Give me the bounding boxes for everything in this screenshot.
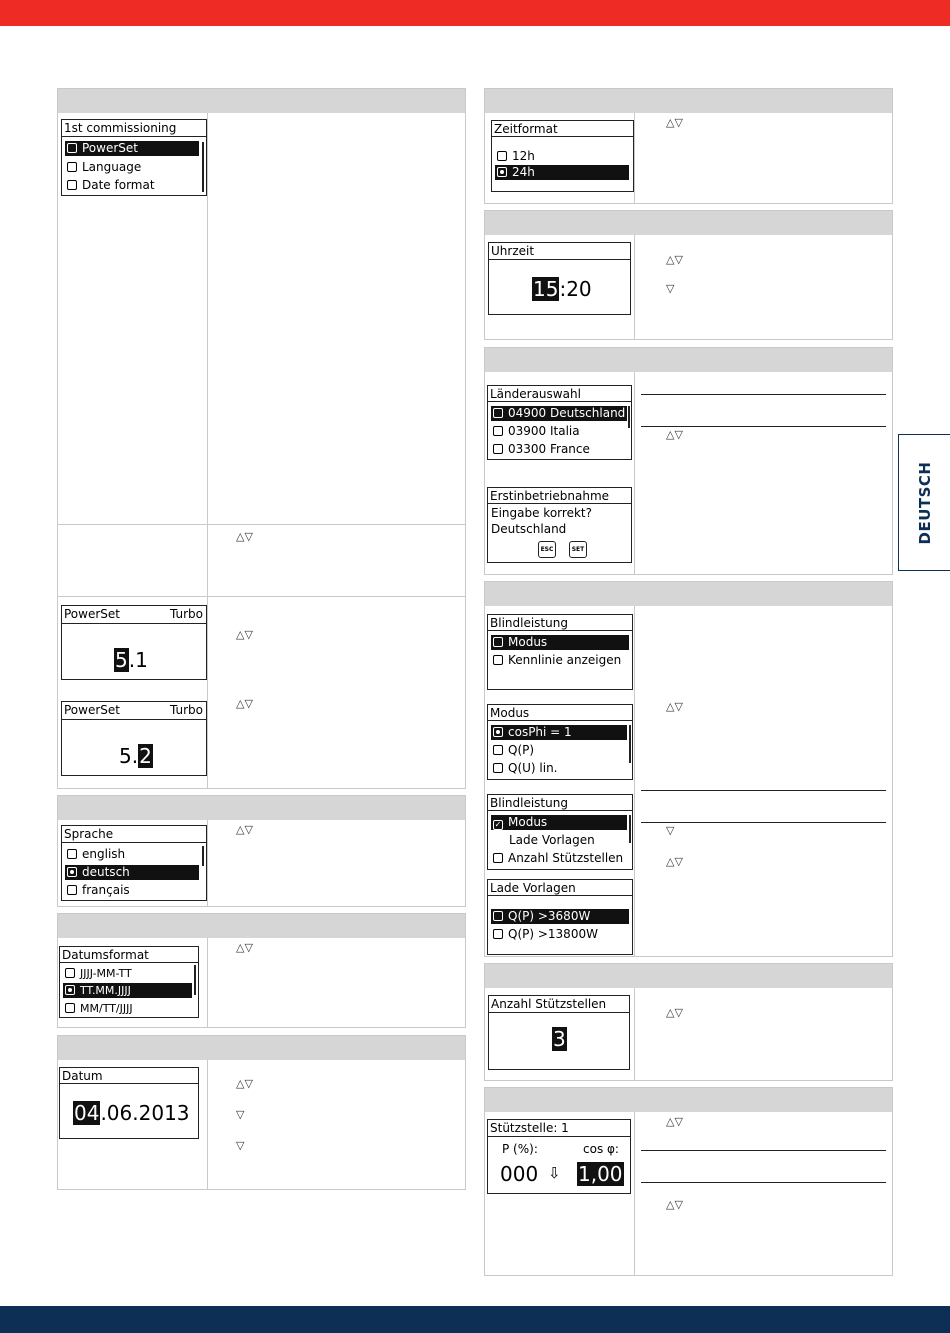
powerset-value[interactable]: 5.1	[115, 648, 148, 672]
lcd-zeitformat: Zeitformat 12h 24h	[491, 120, 634, 192]
date-format-option[interactable]: MM/TT/JJJJ	[63, 1001, 133, 1016]
template-option[interactable]: Q(P) >3680W	[491, 909, 629, 924]
menu-item-modus[interactable]: ✓ Modus	[491, 815, 627, 830]
country-option[interactable]: 04900 Deutschland	[491, 406, 627, 421]
section-datum	[57, 1035, 466, 1190]
down-arrow-icon: ▽	[236, 1108, 245, 1121]
lcd-powerset-2: PowerSet Turbo 5.2	[61, 701, 207, 776]
updown-arrow-icon: △▽	[666, 253, 683, 266]
lcd-laenderauswahl: Länderauswahl 04900 Deutschland 03900 Italia 03300 France	[487, 385, 632, 460]
section-blindleistung	[484, 581, 893, 957]
updown-arrow-icon: △▽	[236, 628, 253, 641]
arrow-down-icon: ⇩	[548, 1164, 561, 1182]
top-red-bar	[0, 0, 950, 26]
section-first-commissioning	[57, 88, 466, 789]
lcd-blindleistung-1: Blindleistung Modus Kennlinie anzeigen	[487, 614, 633, 690]
menu-item-modus[interactable]: Modus	[491, 635, 629, 650]
country-option[interactable]: 03900 Italia	[491, 424, 580, 439]
lcd-first-commissioning	[61, 119, 207, 196]
section-anzahl-stuetzstellen	[484, 963, 893, 1081]
lcd-uhrzeit: Uhrzeit 15:20	[488, 242, 631, 315]
updown-arrow-icon: △▽	[236, 530, 253, 543]
p-value[interactable]: 000	[500, 1162, 539, 1186]
menu-item-lade-vorlagen[interactable]: Lade Vorlagen	[509, 833, 595, 847]
menu-item-kennlinie[interactable]: Kennlinie anzeigen	[491, 653, 621, 668]
date-value[interactable]: 04.06.2013	[74, 1101, 190, 1125]
lcd-anzahl: Anzahl Stützstellen 3	[488, 995, 630, 1070]
language-option-english[interactable]: english	[65, 847, 125, 862]
time-format-option-24h[interactable]: 24h	[495, 165, 629, 180]
language-option-francais[interactable]: français	[65, 883, 130, 898]
updown-arrow-icon: △▽	[236, 823, 253, 836]
updown-arrow-icon: △▽	[666, 1006, 683, 1019]
lcd-modus: Modus cosPhi = 1 Q(P) Q(U) lin.	[487, 704, 633, 780]
updown-arrow-icon: △▽	[666, 700, 683, 713]
updown-arrow-icon: △▽	[666, 116, 683, 129]
menu-item-powerset[interactable]: PowerSet	[65, 141, 199, 156]
lcd-lade-vorlagen: Lade Vorlagen Q(P) >3680W Q(P) >13800W	[487, 879, 633, 955]
mode-option[interactable]: cosPhi = 1	[491, 725, 627, 740]
section-zeitformat	[484, 88, 893, 204]
menu-item-anzahl[interactable]: Anzahl Stützstellen	[491, 851, 623, 866]
down-arrow-icon: ▽	[666, 824, 675, 837]
section-sprache	[57, 795, 466, 907]
lcd-blindleistung-2: Blindleistung ✓ Modus Lade Vorlagen Anzahl Stützstellen	[487, 794, 633, 870]
lcd-sprache: Sprache english deutsch français	[61, 825, 207, 901]
lcd-datum: Datum 04.06.2013	[59, 1067, 199, 1139]
date-format-option[interactable]: TT.MM.JJJJ	[63, 983, 192, 998]
lcd-title: 1st commissioning	[64, 121, 177, 135]
updown-arrow-icon: △▽	[666, 1198, 683, 1211]
menu-item-language[interactable]: Language	[65, 160, 141, 175]
country-option[interactable]: 03300 France	[491, 442, 590, 457]
down-arrow-icon: ▽	[236, 1139, 245, 1152]
powerset-value[interactable]: 5.2	[119, 744, 152, 768]
bottom-blue-bar	[0, 1306, 950, 1333]
lcd-erstinbetriebnahme: Erstinbetriebnahme Eingabe korrekt? Deutschland ESC SET	[487, 487, 632, 563]
lcd-powerset-1: PowerSet Turbo 5.1	[61, 605, 207, 680]
down-arrow-icon: ▽	[666, 282, 675, 295]
language-side-tab	[898, 434, 950, 571]
section-uhrzeit	[484, 210, 893, 340]
section-datumsformat	[57, 913, 466, 1028]
language-option-deutsch[interactable]: deutsch	[65, 865, 199, 880]
updown-arrow-icon: △▽	[236, 697, 253, 710]
updown-arrow-icon: △▽	[236, 1077, 253, 1090]
time-format-option-12h[interactable]: 12h	[495, 149, 535, 164]
section-header	[58, 89, 465, 113]
template-option[interactable]: Q(P) >13800W	[491, 927, 598, 942]
updown-arrow-icon: △▽	[666, 855, 683, 868]
anzahl-value[interactable]: 3	[553, 1027, 566, 1051]
section-laenderauswahl	[484, 347, 893, 575]
esc-button[interactable]: ESC	[538, 541, 556, 558]
mode-option[interactable]: Q(U) lin.	[491, 761, 558, 776]
updown-arrow-icon: △▽	[666, 1115, 683, 1128]
lcd-stuetzstelle: Stützstelle: 1 P (%): cos φ: 000 ⇩ 1,00	[487, 1119, 631, 1194]
updown-arrow-icon: △▽	[236, 941, 253, 954]
side-tab-label: DEUTSCH	[915, 461, 934, 544]
menu-item-date-format[interactable]: Date format	[65, 178, 155, 193]
set-button[interactable]: SET	[569, 541, 587, 558]
mode-option[interactable]: Q(P)	[491, 743, 534, 758]
cos-value[interactable]: 1,00	[578, 1162, 623, 1186]
date-format-option[interactable]: JJJJ-MM-TT	[63, 966, 132, 981]
updown-arrow-icon: △▽	[666, 428, 683, 441]
lcd-datumsformat: Datumsformat JJJJ-MM-TT TT.MM.JJJJ MM/TT/JJJJ	[59, 946, 199, 1018]
section-stuetzstelle	[484, 1087, 893, 1276]
time-value[interactable]: 15:20	[533, 277, 592, 301]
